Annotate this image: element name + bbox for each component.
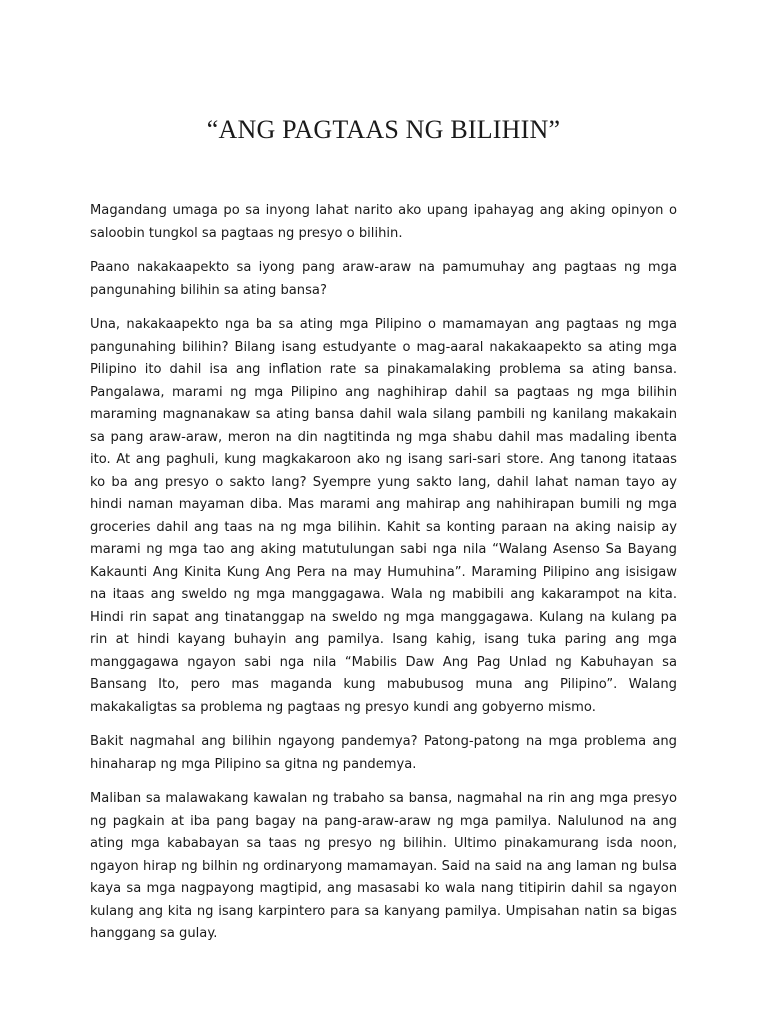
- paragraph-greeting: Magandang umaga po sa inyong lahat narito ako upang ipahayag ang aking opinyon o saloobin tungkol sa pagtaas ng presyo o bilihin.: [90, 203, 677, 241]
- document-page: [90, 110, 677, 958]
- document-title: “ANG PAGTAAS NG BILIHIN”: [206, 115, 561, 144]
- paragraph-pandemic-question: Bakit nagmahal ang bilihin ngayong pandemya? Patong-patong na mga problema ang hinaharap ng mga Pilipino sa gitna ng pandemya.: [90, 734, 677, 772]
- paragraph-question: Paano nakakaapekto sa iyong pang araw-araw na pamumuhay ang pagtaas ng mga pangunahing bilihin sa ating bansa?: [90, 260, 677, 298]
- document-body: [90, 200, 677, 946]
- paragraph-main-argument: Una, nakakaapekto nga ba sa ating mga Pilipino o mamamayan ang pagtaas ng mga pangunahing bilihin? Bilang isang estudyante o mag-aaral nakakaapekto sa ating mga Pilipino ito dahil isa ang inflation rate sa pinakamalaking problema sa ating bansa. Pangalawa, marami ng mga Pilipino ang naghihirap dahil sa pagtaas ng mga bilihin maraming magnanakaw sa ating bansa dahil wala silang pambili ng kanilang makakain sa pang araw-araw, meron na din nagtitinda ng mga shabu dahil mas madaling ibenta ito. At ang paghuli, kung magkakaroon ako ng isang sari-sari store. Ang tanong itataas ko ba ang presyo o sakto lang? Syempre yung sakto lang, dahil lahat naman tayo ay hindi naman mayaman diba. Mas marami ang mahirap ang nahihirapan bumili ng mga groceries dahil ang taas na ng mga bilihin. Kahit sa konting paraan na aking naisip ay marami ng mga tao ang aking matutulungan sabi nga nila “Walang Asenso Sa Bayang Kakaunti Ang Kinita Kung Ang Pera na may Humuhina”. Maraming Pilipino ang isisigaw na itaas ang sweldo ng mga manggagawa. Wala ng mabibili ang kakarampot na kita. Hindi rin sapat ang tinatanggap na sweldo ng mga manggagawa. Kulang na kulang pa rin at hindi kayang buhayin ang pamilya. Isang kahig, isang tuka paring ang mga manggagawa ngayon sabi nga nila “Mabilis Daw Ang Pag Unlad ng Kabuhayan sa Bansang Ito, pero mas maganda kung mabubusog muna ang Pilipino”. Walang makakaligtas sa problema ng pagtaas ng presyo kundi ang gobyerno mismo.: [90, 317, 677, 715]
- paragraph-conclusion: Maliban sa malawakang kawalan ng trabaho sa bansa, nagmahal na rin ang mga presyo ng pagkain at iba pang bagay na pang-araw-araw ng mga pamilya. Nalulunod na ang ating mga kababayan sa taas ng presyo ng bilihin. Ultimo pinakamurang isda noon, ngayon hirap ng bilhin ng ordinaryong mamamayan. Said na said na ang laman ng bulsa kaya sa mga nagpayong magtipid, ang masasabi ko wala nang titipirin dahil sa ngayon kulang ang kita ng isang karpintero para sa kanyang pamilya. Umpisahan natin sa bigas hanggang sa gulay.: [90, 791, 677, 941]
